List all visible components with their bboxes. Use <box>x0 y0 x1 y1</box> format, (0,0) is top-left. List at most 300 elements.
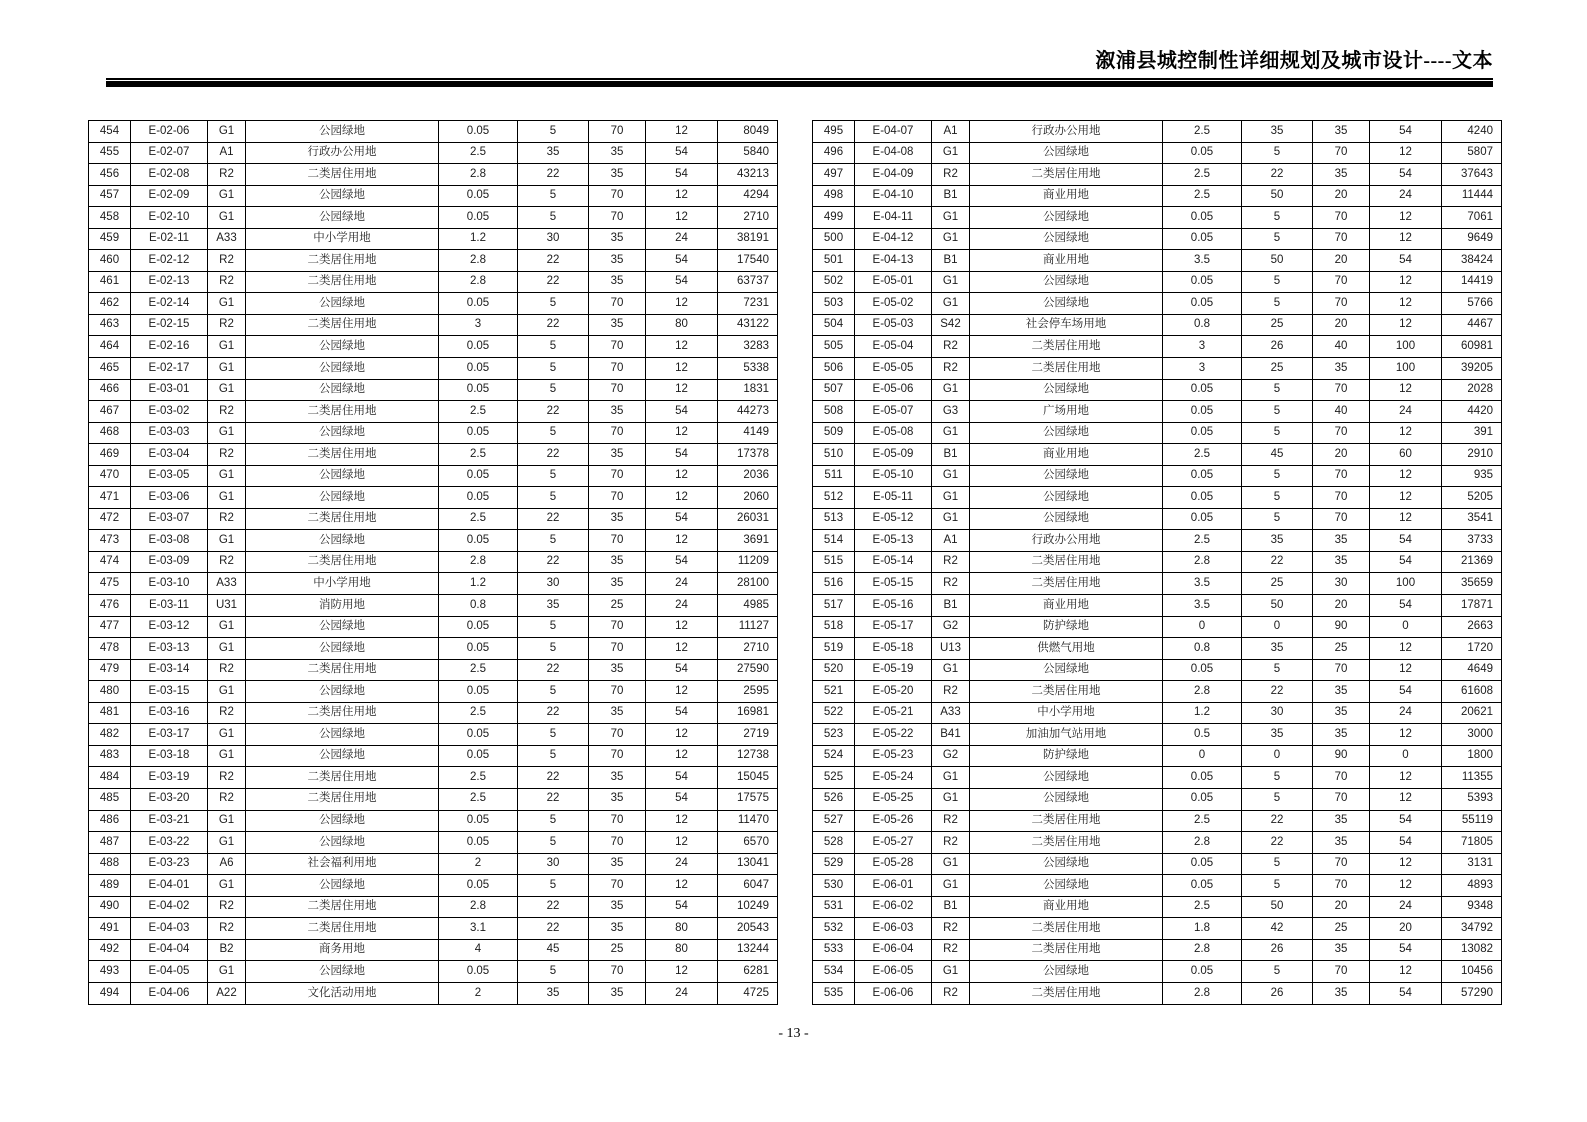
value-1-cell: 0.05 <box>439 293 518 315</box>
landuse-code-cell: B1 <box>932 896 970 918</box>
row-number-cell: 482 <box>89 724 131 746</box>
value-3-cell: 35 <box>1313 530 1370 552</box>
block-code-cell: E-05-11 <box>855 487 932 509</box>
table-row <box>89 939 778 961</box>
landuse-name-cell: 中小学用地 <box>246 573 439 595</box>
landuse-code-cell: R2 <box>932 681 970 703</box>
row-number-cell: 483 <box>89 745 131 767</box>
value-3-cell: 70 <box>589 638 646 660</box>
row-number-cell: 513 <box>813 508 855 530</box>
table-row <box>813 551 1502 573</box>
table-row <box>89 961 778 983</box>
block-code-cell: E-04-11 <box>855 207 932 229</box>
table-row <box>89 681 778 703</box>
landuse-name-cell: 二类居住用地 <box>246 767 439 789</box>
value-5-cell: 12738 <box>718 745 778 767</box>
value-1-cell: 0.05 <box>439 207 518 229</box>
value-5-cell: 2060 <box>718 487 778 509</box>
value-5-cell: 4893 <box>1442 875 1502 897</box>
value-4-cell: 12 <box>1370 228 1442 250</box>
value-2-cell: 22 <box>518 551 589 573</box>
value-3-cell: 70 <box>1313 508 1370 530</box>
landuse-code-cell: A6 <box>208 853 246 875</box>
landuse-name-cell: 二类居住用地 <box>970 918 1163 940</box>
value-3-cell: 20 <box>1313 314 1370 336</box>
value-2-cell: 25 <box>1242 573 1313 595</box>
block-code-cell: E-02-11 <box>131 228 208 250</box>
value-4-cell: 12 <box>646 207 718 229</box>
value-2-cell: 5 <box>518 832 589 854</box>
value-5-cell: 38191 <box>718 228 778 250</box>
value-5-cell: 3283 <box>718 336 778 358</box>
value-2-cell: 5 <box>1242 142 1313 164</box>
value-1-cell: 0.05 <box>1163 228 1242 250</box>
value-4-cell: 24 <box>646 853 718 875</box>
value-2-cell: 25 <box>1242 314 1313 336</box>
landuse-code-cell: R2 <box>932 832 970 854</box>
value-5-cell: 5393 <box>1442 788 1502 810</box>
value-2-cell: 26 <box>1242 982 1313 1004</box>
value-4-cell: 100 <box>1370 573 1442 595</box>
value-2-cell: 5 <box>518 961 589 983</box>
value-2-cell: 26 <box>1242 939 1313 961</box>
block-code-cell: E-05-17 <box>855 616 932 638</box>
value-3-cell: 35 <box>589 444 646 466</box>
value-3-cell: 70 <box>589 961 646 983</box>
value-3-cell: 30 <box>1313 573 1370 595</box>
value-1-cell: 2.8 <box>439 164 518 186</box>
value-2-cell: 50 <box>1242 896 1313 918</box>
value-4-cell: 12 <box>646 487 718 509</box>
row-number-cell: 496 <box>813 142 855 164</box>
row-number-cell: 500 <box>813 228 855 250</box>
value-4-cell: 12 <box>1370 379 1442 401</box>
table-row <box>89 250 778 272</box>
block-code-cell: E-06-06 <box>855 982 932 1004</box>
row-number-cell: 510 <box>813 444 855 466</box>
value-1-cell: 0.05 <box>1163 508 1242 530</box>
value-4-cell: 12 <box>1370 142 1442 164</box>
table-row <box>89 724 778 746</box>
landuse-name-cell: 商业用地 <box>970 185 1163 207</box>
landuse-code-cell: B1 <box>932 250 970 272</box>
value-5-cell: 4649 <box>1442 659 1502 681</box>
value-4-cell: 12 <box>1370 853 1442 875</box>
value-1-cell: 2.5 <box>1163 530 1242 552</box>
row-number-cell: 526 <box>813 788 855 810</box>
value-4-cell: 12 <box>646 961 718 983</box>
value-3-cell: 35 <box>589 659 646 681</box>
value-3-cell: 70 <box>589 358 646 380</box>
row-number-cell: 486 <box>89 810 131 832</box>
landuse-name-cell: 公园绿地 <box>246 616 439 638</box>
value-1-cell: 0.05 <box>1163 465 1242 487</box>
row-number-cell: 505 <box>813 336 855 358</box>
block-code-cell: E-05-09 <box>855 444 932 466</box>
value-3-cell: 35 <box>589 788 646 810</box>
value-5-cell: 2910 <box>1442 444 1502 466</box>
landuse-name-cell: 社会停车场用地 <box>970 314 1163 336</box>
table-row <box>813 142 1502 164</box>
value-3-cell: 70 <box>589 745 646 767</box>
row-number-cell: 498 <box>813 185 855 207</box>
row-number-cell: 480 <box>89 681 131 703</box>
row-number-cell: 455 <box>89 142 131 164</box>
table-row <box>89 745 778 767</box>
block-code-cell: E-05-25 <box>855 788 932 810</box>
block-code-cell: E-05-08 <box>855 422 932 444</box>
block-code-cell: E-03-21 <box>131 810 208 832</box>
value-5-cell: 1720 <box>1442 638 1502 660</box>
table-row <box>89 530 778 552</box>
page-number: - 13 - <box>778 1026 809 1041</box>
landuse-code-cell: G1 <box>932 379 970 401</box>
landuse-name-cell: 防护绿地 <box>970 745 1163 767</box>
value-5-cell: 391 <box>1442 422 1502 444</box>
value-5-cell: 13082 <box>1442 939 1502 961</box>
value-4-cell: 24 <box>646 595 718 617</box>
table-row <box>813 121 1502 143</box>
value-5-cell: 8049 <box>718 121 778 143</box>
table-row <box>89 379 778 401</box>
value-5-cell: 11444 <box>1442 185 1502 207</box>
row-number-cell: 454 <box>89 121 131 143</box>
landuse-code-cell: G1 <box>208 379 246 401</box>
block-code-cell: E-04-01 <box>131 875 208 897</box>
landuse-code-cell: G1 <box>208 616 246 638</box>
value-1-cell: 0.5 <box>1163 724 1242 746</box>
landuse-code-cell: G1 <box>932 788 970 810</box>
row-number-cell: 490 <box>89 896 131 918</box>
value-3-cell: 90 <box>1313 745 1370 767</box>
table-row <box>89 293 778 315</box>
table-row <box>813 487 1502 509</box>
value-4-cell: 0 <box>1370 745 1442 767</box>
value-3-cell: 35 <box>589 142 646 164</box>
landuse-code-cell: G1 <box>208 724 246 746</box>
value-4-cell: 54 <box>1370 810 1442 832</box>
landuse-name-cell: 公园绿地 <box>970 207 1163 229</box>
row-number-cell: 456 <box>89 164 131 186</box>
value-3-cell: 70 <box>589 293 646 315</box>
value-4-cell: 54 <box>646 788 718 810</box>
landuse-name-cell: 公园绿地 <box>970 228 1163 250</box>
value-2-cell: 22 <box>518 767 589 789</box>
row-number-cell: 512 <box>813 487 855 509</box>
table-row <box>813 271 1502 293</box>
landuse-code-cell: R2 <box>208 508 246 530</box>
row-number-cell: 491 <box>89 918 131 940</box>
table-row <box>813 401 1502 423</box>
landuse-name-cell: 防护绿地 <box>970 616 1163 638</box>
header-rule <box>106 78 1493 89</box>
landuse-code-cell: R2 <box>932 551 970 573</box>
value-4-cell: 12 <box>646 358 718 380</box>
value-4-cell: 80 <box>646 939 718 961</box>
value-3-cell: 70 <box>589 616 646 638</box>
landuse-code-cell: R2 <box>208 702 246 724</box>
value-3-cell: 90 <box>1313 616 1370 638</box>
value-5-cell: 27590 <box>718 659 778 681</box>
landuse-name-cell: 公园绿地 <box>246 465 439 487</box>
landuse-code-cell: G1 <box>932 508 970 530</box>
value-4-cell: 24 <box>1370 401 1442 423</box>
table-row <box>89 832 778 854</box>
table-row <box>89 358 778 380</box>
table-row <box>89 659 778 681</box>
value-3-cell: 70 <box>1313 767 1370 789</box>
value-4-cell: 24 <box>1370 185 1442 207</box>
landuse-name-cell: 公园绿地 <box>970 659 1163 681</box>
landuse-name-cell: 二类居住用地 <box>246 659 439 681</box>
value-2-cell: 50 <box>1242 185 1313 207</box>
value-2-cell: 5 <box>1242 465 1313 487</box>
block-code-cell: E-02-13 <box>131 271 208 293</box>
row-number-cell: 484 <box>89 767 131 789</box>
landuse-code-cell: R2 <box>208 401 246 423</box>
block-code-cell: E-06-01 <box>855 875 932 897</box>
block-code-cell: E-05-21 <box>855 702 932 724</box>
value-5-cell: 5338 <box>718 358 778 380</box>
table-row <box>813 530 1502 552</box>
row-number-cell: 485 <box>89 788 131 810</box>
value-3-cell: 70 <box>1313 293 1370 315</box>
value-5-cell: 3733 <box>1442 530 1502 552</box>
value-5-cell: 17540 <box>718 250 778 272</box>
row-number-cell: 470 <box>89 465 131 487</box>
row-number-cell: 460 <box>89 250 131 272</box>
landuse-name-cell: 行政办公用地 <box>970 121 1163 143</box>
landuse-code-cell: G2 <box>932 616 970 638</box>
value-3-cell: 35 <box>589 918 646 940</box>
landuse-code-cell: B2 <box>208 939 246 961</box>
value-3-cell: 70 <box>1313 659 1370 681</box>
value-1-cell: 0.05 <box>1163 875 1242 897</box>
value-1-cell: 1.2 <box>439 573 518 595</box>
value-2-cell: 5 <box>1242 788 1313 810</box>
value-2-cell: 35 <box>1242 724 1313 746</box>
value-3-cell: 70 <box>1313 961 1370 983</box>
table-row <box>89 228 778 250</box>
row-number-cell: 494 <box>89 982 131 1004</box>
row-number-cell: 481 <box>89 702 131 724</box>
value-4-cell: 54 <box>1370 551 1442 573</box>
value-3-cell: 35 <box>1313 164 1370 186</box>
row-number-cell: 488 <box>89 853 131 875</box>
block-code-cell: E-04-07 <box>855 121 932 143</box>
table-row <box>813 164 1502 186</box>
value-2-cell: 30 <box>518 228 589 250</box>
value-4-cell: 12 <box>646 681 718 703</box>
value-2-cell: 22 <box>518 444 589 466</box>
landuse-name-cell: 二类居住用地 <box>246 271 439 293</box>
value-4-cell: 54 <box>1370 250 1442 272</box>
table-row <box>89 121 778 143</box>
landuse-code-cell: G1 <box>932 853 970 875</box>
value-4-cell: 54 <box>1370 530 1442 552</box>
value-4-cell: 60 <box>1370 444 1442 466</box>
row-number-cell: 467 <box>89 401 131 423</box>
block-code-cell: E-03-23 <box>131 853 208 875</box>
value-5-cell: 9649 <box>1442 228 1502 250</box>
value-4-cell: 24 <box>646 982 718 1004</box>
table-row <box>813 314 1502 336</box>
landuse-name-cell: 公园绿地 <box>970 961 1163 983</box>
block-code-cell: E-04-13 <box>855 250 932 272</box>
landuse-name-cell: 消防用地 <box>246 595 439 617</box>
landuse-code-cell: G1 <box>208 810 246 832</box>
value-5-cell: 1800 <box>1442 745 1502 767</box>
value-3-cell: 35 <box>589 573 646 595</box>
block-code-cell: E-03-20 <box>131 788 208 810</box>
landuse-name-cell: 二类居住用地 <box>970 164 1163 186</box>
block-code-cell: E-06-04 <box>855 939 932 961</box>
value-3-cell: 35 <box>589 702 646 724</box>
block-code-cell: E-06-05 <box>855 961 932 983</box>
row-number-cell: 463 <box>89 314 131 336</box>
value-1-cell: 0.05 <box>1163 401 1242 423</box>
block-code-cell: E-03-08 <box>131 530 208 552</box>
block-code-cell: E-03-15 <box>131 681 208 703</box>
row-number-cell: 530 <box>813 875 855 897</box>
block-code-cell: E-04-04 <box>131 939 208 961</box>
value-3-cell: 35 <box>589 853 646 875</box>
value-5-cell: 34792 <box>1442 918 1502 940</box>
block-code-cell: E-02-17 <box>131 358 208 380</box>
value-5-cell: 4420 <box>1442 401 1502 423</box>
value-2-cell: 5 <box>518 207 589 229</box>
table-row <box>89 444 778 466</box>
landuse-name-cell: 二类居住用地 <box>970 681 1163 703</box>
value-2-cell: 30 <box>518 573 589 595</box>
value-5-cell: 13041 <box>718 853 778 875</box>
landuse-name-cell: 二类居住用地 <box>246 444 439 466</box>
value-4-cell: 12 <box>1370 293 1442 315</box>
value-3-cell: 70 <box>589 487 646 509</box>
table-row <box>813 875 1502 897</box>
value-2-cell: 5 <box>1242 961 1313 983</box>
value-3-cell: 20 <box>1313 185 1370 207</box>
block-code-cell: E-03-18 <box>131 745 208 767</box>
row-number-cell: 509 <box>813 422 855 444</box>
landuse-code-cell: G1 <box>932 142 970 164</box>
value-4-cell: 54 <box>1370 939 1442 961</box>
value-5-cell: 11209 <box>718 551 778 573</box>
value-3-cell: 35 <box>1313 724 1370 746</box>
landuse-name-cell: 公园绿地 <box>970 853 1163 875</box>
value-5-cell: 6570 <box>718 832 778 854</box>
value-3-cell: 70 <box>589 875 646 897</box>
block-code-cell: E-03-01 <box>131 379 208 401</box>
row-number-cell: 489 <box>89 875 131 897</box>
value-5-cell: 15045 <box>718 767 778 789</box>
row-number-cell: 534 <box>813 961 855 983</box>
table-row <box>813 595 1502 617</box>
value-3-cell: 35 <box>589 896 646 918</box>
value-1-cell: 0.05 <box>1163 853 1242 875</box>
value-5-cell: 21369 <box>1442 551 1502 573</box>
value-4-cell: 24 <box>646 228 718 250</box>
value-1-cell: 0.05 <box>439 681 518 703</box>
value-5-cell: 1831 <box>718 379 778 401</box>
value-4-cell: 12 <box>1370 767 1442 789</box>
landuse-name-cell: 公园绿地 <box>246 875 439 897</box>
value-5-cell: 44273 <box>718 401 778 423</box>
value-2-cell: 30 <box>1242 702 1313 724</box>
value-4-cell: 12 <box>646 293 718 315</box>
landuse-name-cell: 公园绿地 <box>246 681 439 703</box>
table-row <box>813 788 1502 810</box>
value-5-cell: 57290 <box>1442 982 1502 1004</box>
row-number-cell: 478 <box>89 638 131 660</box>
value-2-cell: 35 <box>1242 530 1313 552</box>
table-row <box>813 336 1502 358</box>
value-2-cell: 5 <box>518 465 589 487</box>
landuse-code-cell: R2 <box>208 250 246 272</box>
value-1-cell: 3.1 <box>439 918 518 940</box>
table-row <box>813 444 1502 466</box>
value-2-cell: 5 <box>1242 659 1313 681</box>
landuse-code-cell: G1 <box>208 121 246 143</box>
landuse-code-cell: A1 <box>932 121 970 143</box>
table-row <box>89 142 778 164</box>
value-5-cell: 6047 <box>718 875 778 897</box>
landuse-name-cell: 二类居住用地 <box>246 896 439 918</box>
value-5-cell: 10249 <box>718 896 778 918</box>
value-3-cell: 70 <box>589 336 646 358</box>
value-5-cell: 7061 <box>1442 207 1502 229</box>
value-4-cell: 80 <box>646 918 718 940</box>
block-code-cell: E-05-16 <box>855 595 932 617</box>
value-4-cell: 54 <box>1370 832 1442 854</box>
table-row <box>89 982 778 1004</box>
block-code-cell: E-03-02 <box>131 401 208 423</box>
row-number-cell: 473 <box>89 530 131 552</box>
landuse-name-cell: 公园绿地 <box>246 358 439 380</box>
value-2-cell: 22 <box>518 659 589 681</box>
value-4-cell: 54 <box>646 401 718 423</box>
row-number-cell: 529 <box>813 853 855 875</box>
block-code-cell: E-05-01 <box>855 271 932 293</box>
value-1-cell: 2.8 <box>439 250 518 272</box>
row-number-cell: 475 <box>89 573 131 595</box>
landuse-name-cell: 二类居住用地 <box>970 939 1163 961</box>
landuse-name-cell: 公园绿地 <box>970 487 1163 509</box>
value-3-cell: 70 <box>1313 228 1370 250</box>
value-3-cell: 35 <box>1313 939 1370 961</box>
value-1-cell: 0.05 <box>439 530 518 552</box>
landuse-code-cell: G1 <box>932 659 970 681</box>
row-number-cell: 504 <box>813 314 855 336</box>
landuse-code-cell: S42 <box>932 314 970 336</box>
value-4-cell: 12 <box>646 336 718 358</box>
value-4-cell: 12 <box>1370 659 1442 681</box>
value-3-cell: 70 <box>589 379 646 401</box>
value-4-cell: 54 <box>646 142 718 164</box>
landuse-code-cell: G1 <box>932 271 970 293</box>
value-5-cell: 935 <box>1442 465 1502 487</box>
value-3-cell: 35 <box>589 551 646 573</box>
value-5-cell: 71805 <box>1442 832 1502 854</box>
value-4-cell: 0 <box>1370 616 1442 638</box>
value-4-cell: 54 <box>646 702 718 724</box>
value-5-cell: 38424 <box>1442 250 1502 272</box>
landuse-code-cell: R2 <box>208 788 246 810</box>
landuse-name-cell: 供燃气用地 <box>970 638 1163 660</box>
value-1-cell: 2.5 <box>1163 810 1242 832</box>
page-footer <box>0 1026 1587 1042</box>
block-code-cell: E-05-22 <box>855 724 932 746</box>
